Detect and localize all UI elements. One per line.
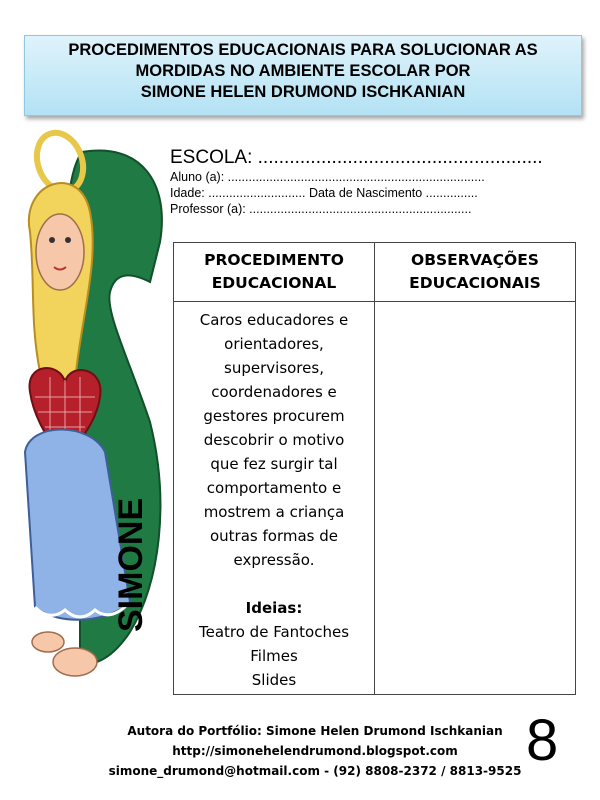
body-line: Caros educadores e [199,311,349,329]
title-banner [24,35,582,116]
age-birthdate-field: Idade: ............................ Data de Nascimento ............... [170,186,478,200]
angel-face [36,214,84,290]
body-line: gestores procurem [203,407,345,425]
observations-header: OBSERVAÇÕES EDUCACIONAIS [375,243,576,302]
body-line: orientadores, [224,335,324,353]
title-line-3: SIMONE HELEN DRUMOND ISCHKANIAN [140,83,466,101]
body-line: expressão. [233,551,315,569]
body-line: comportamento e [206,479,342,497]
idea-item: Teatro de Fantoches [198,623,350,641]
footer [100,721,530,781]
ideas-title: Ideias: [245,599,303,617]
idea-item: Filmes [250,647,298,665]
school-field: ESCOLA: ...................................................... [170,147,543,168]
body-line: que fez surgir tal [210,455,338,473]
observations-cell [375,302,576,695]
body-line: coordenadores e [211,383,337,401]
angel-letter-s-illustration [20,122,170,762]
student-field: Aluno (a): .......................................................................... [170,170,485,184]
title-line-2: MORDIDAS NO AMBIENTE ESCOLAR POR [135,62,471,80]
page-number: 8 [526,708,559,773]
title-line-1: PROCEDIMENTOS EDUCACIONAIS PARA SOLUCIONAR AS [68,41,538,59]
school-form [170,147,580,217]
procedure-cell [174,302,375,695]
footer-author: Autora do Portfólio: Simone Helen Drumond Ischkanian [127,724,503,738]
procedures-table [173,242,576,695]
footer-url[interactable]: http://simonehelendrumond.blogspot.com [172,744,458,758]
procedure-header: PROCEDIMENTO EDUCACIONAL [174,243,375,302]
teacher-field: Professor (a): ................................................................ [170,202,472,216]
body-line: supervisores, [224,359,324,377]
footer-contact: simone_drumond@hotmail.com - (92) 8808-2372 / 8813-9525 [108,764,522,778]
angel-foot [53,648,97,676]
idea-item: Slides [251,671,297,689]
simone-vertical-text: SIMONE [112,497,150,632]
body-line: descobrir o motivo [203,431,345,449]
body-line: outras formas de [209,527,338,545]
body-line: mostrem a criança [203,503,345,521]
